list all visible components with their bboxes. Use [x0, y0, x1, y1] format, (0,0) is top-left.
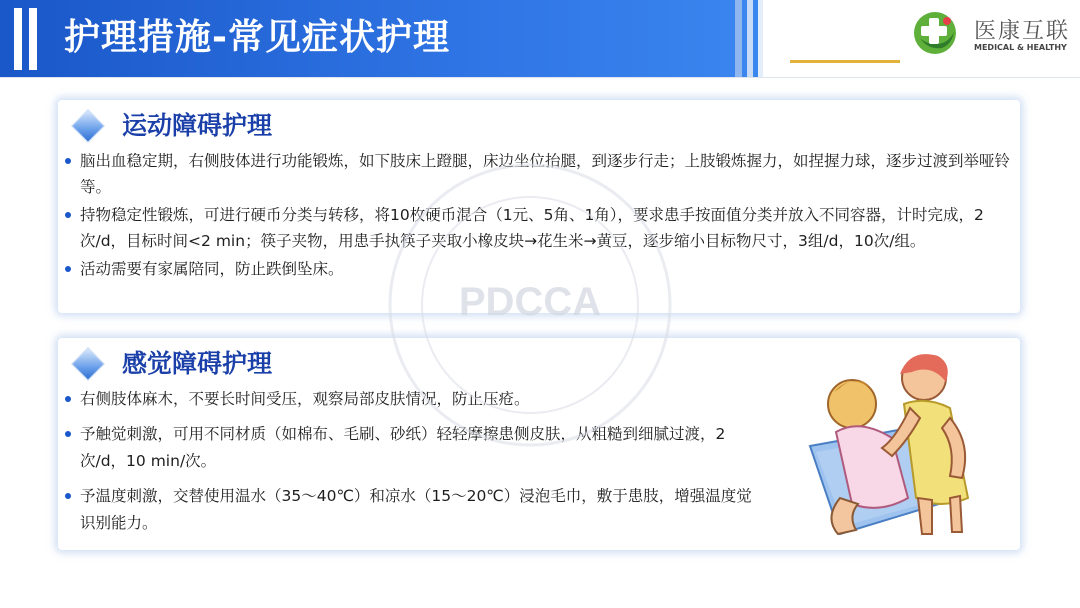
section-title: 感觉障碍护理	[122, 349, 273, 378]
section-title: 运动障碍护理	[122, 111, 273, 140]
diamond-icon	[71, 109, 105, 143]
motor-disorder-panel	[58, 100, 1020, 313]
list-item: 脑出血稳定期，右侧肢体进行功能锻炼，如下肢床上蹬腿，床边坐位抬腿，到逐步行走；上肢锻炼握力，如捏握力球，逐步过渡到举哑铃等。	[64, 148, 1012, 200]
header-stripe	[758, 0, 763, 77]
diamond-icon	[71, 347, 105, 381]
list-item: 予温度刺激，交替使用温水（35～40℃）和凉水（15～20℃）浸泡毛巾，敷于患肢，增强温度觉识别能力。	[64, 483, 758, 538]
accent-line	[790, 60, 900, 63]
medical-cross-logo-icon	[912, 10, 958, 56]
watermark-logo: PDCCA	[458, 280, 602, 324]
list-item: 持物稳定性锻炼，可进行硬币分类与转移，将10枚硬币混合（1元、5角、1角），要求患手按面值分类并放入不同容器，计时完成，2次/d，目标时间<2 min；筷子夹物，用患手执筷子夹取小橡皮块→花生米→黄豆，逐步缩小目标物尺寸，3组/d，10次/组。	[64, 202, 1012, 254]
bullet-list	[64, 148, 1012, 284]
header-stripe	[735, 0, 742, 77]
brand-logo	[912, 10, 1072, 60]
logo-english-name: MEDICAL & HEALTHY	[974, 43, 1067, 52]
list-item: 予触觉刺激，可用不同材质（如棉布、毛刷、砂纸）轻轻摩擦患侧皮肤，从粗糙到细腻过渡，2次/d，10 min/次。	[64, 421, 758, 476]
header-bar-right	[29, 8, 37, 70]
page-title: 护理措施-常见症状护理	[64, 17, 450, 58]
bullet-list	[64, 386, 758, 545]
header-banner	[0, 0, 760, 77]
header-divider	[0, 77, 1080, 78]
header-stripe	[747, 0, 753, 77]
logo-chinese-name: 医康互联	[974, 19, 1071, 44]
header-bar-left	[14, 8, 22, 70]
nurse-patient-illustration	[800, 348, 990, 544]
list-item: 右侧肢体麻木，不要长时间受压，观察局部皮肤情况，防止压疮。	[64, 386, 758, 414]
list-item: 活动需要有家属陪同，防止跌倒坠床。	[64, 256, 1012, 282]
